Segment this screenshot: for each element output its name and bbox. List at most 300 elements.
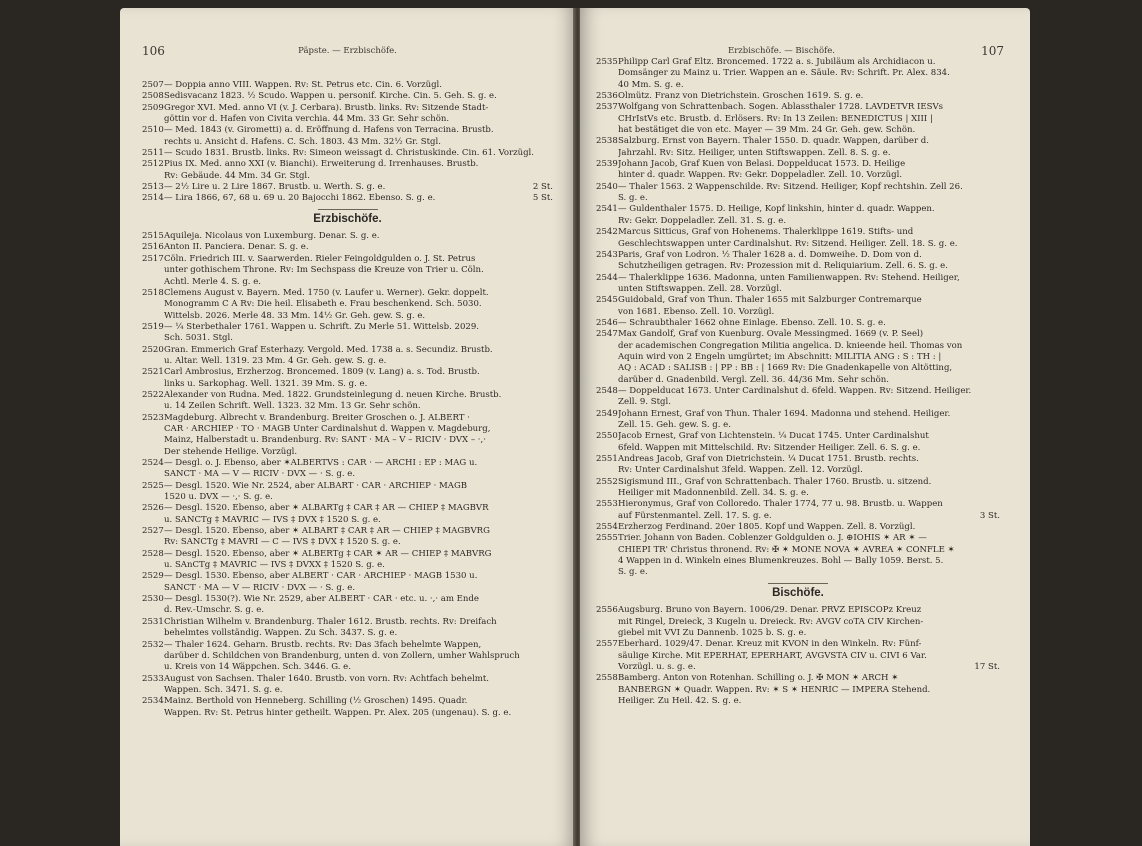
- entry-text: Carl Ambrosius, Erzherzog. Broncemed. 1809 (v. Lang) a. s. Tod. Brustb.: [164, 367, 480, 378]
- entry-text-line: [164, 80, 553, 91]
- entry-text-line: [164, 413, 553, 424]
- lot-number: 2518: [142, 287, 164, 298]
- entry-text: Max Gandolf, Graf von Kuenburg. Ovale Messingmed. 1669 (v. P. Seel): [618, 329, 924, 340]
- entry-text-line: [618, 57, 1000, 68]
- entry-text: Rv: Gebäude. 44 Mm. 34 Gr. Stgl.: [164, 170, 310, 181]
- catalog-entry: [142, 571, 553, 594]
- entry-text: Sedisvacanz 1823. ½ Scudo. Wappen u. personif. Kirche. Cin. 5. Geh. S. g. e.: [164, 91, 497, 102]
- entry-text: göttin vor d. Hafen von Civita verchia. 44 Mm. 33 Gr. Sehr schön.: [164, 114, 450, 125]
- catalog-entry: [596, 273, 1000, 296]
- catalog-entry: [596, 329, 1000, 386]
- entry-text-line: [618, 375, 1000, 386]
- catalog-entry: [596, 409, 1000, 432]
- lot-number: 2548: [596, 385, 618, 396]
- entry-text-line: [618, 397, 1000, 408]
- entry-text: Trier. Johann von Baden. Coblenzer Goldgulden o. J. ⊕IOHIS ✶ AR ✶ —: [618, 533, 927, 544]
- lot-number: 2556: [596, 605, 618, 616]
- entry-text-line: [618, 170, 1000, 181]
- lot-number: 2557: [596, 639, 618, 650]
- entry-text: 40 Mm. S. g. e.: [618, 79, 684, 90]
- catalog-column: [596, 57, 1000, 707]
- entry-text: BANBERGN ✶ Quadr. Wappen. Rv: ✶ S ✶ HENRIC — IMPERA Stehend.: [618, 684, 931, 695]
- entry-text: — 2½ Lire u. 2 Lire 1867. Brustb. u. Werth. S. g. e.: [164, 182, 386, 193]
- catalog-entry: [596, 295, 1000, 318]
- entry-text: — Desgl. 1520. Ebenso, aber ✶ ALBARTg ‡ CAR ‡ AR — CHIEP ‡ MAGBVR: [164, 503, 489, 514]
- catalog-entry: [142, 125, 553, 148]
- running-head: [120, 46, 575, 60]
- piece-count: 2 St.: [532, 182, 553, 193]
- entry-text: Magdeburg. Albrecht v. Brandenburg. Breiter Groschen o. J. ALBERT ·: [164, 412, 470, 423]
- lot-number: 2551: [596, 454, 618, 465]
- entry-text: auf Fürstenmantel. Zell. 17. S. g. e.: [618, 510, 772, 521]
- lot-number: 2515: [142, 231, 164, 242]
- entry-text: Zell. 9. Stgl.: [618, 397, 671, 408]
- entry-text-line: [618, 239, 1000, 250]
- lot-number: 2543: [596, 249, 618, 260]
- entry-text-line: [164, 390, 553, 401]
- lot-number: 2553: [596, 499, 618, 510]
- entry-text-line: [164, 549, 553, 560]
- entries-archbishops: [142, 231, 553, 719]
- lot-number: 2542: [596, 227, 618, 238]
- entry-text-line: [618, 685, 1000, 696]
- entry-text: giebel mit VVI Zu Dannenb. 1025 b. S. g. e.: [618, 627, 807, 638]
- lot-number: 2537: [596, 102, 618, 113]
- lot-number: 2522: [142, 389, 164, 400]
- entry-text-line: [618, 673, 1000, 684]
- lot-number: 2544: [596, 272, 618, 283]
- catalog-entry: [596, 605, 1000, 639]
- lot-number: 2514: [142, 193, 164, 204]
- entry-text: Erzherzog Ferdinand. 20er 1805. Kopf und Wappen. Zell. 8. Vorzügl.: [618, 522, 916, 533]
- entry-text-line: [164, 311, 553, 322]
- lot-number: 2527: [142, 526, 164, 537]
- entry-text-line: [618, 114, 1000, 125]
- entry-text-line: [618, 307, 1000, 318]
- catalog-entry: [596, 136, 1000, 159]
- entry-text: — Desgl. 1530. Ebenso, aber ALBERT · CAR · ARCHIEP · MAGB 1530 u.: [164, 571, 478, 582]
- entry-text-line: [164, 367, 553, 378]
- entry-text: — Doppelducat 1673. Unter Cardinalshut d. 6feld. Wappen. Rv: Sitzend. Heiliger.: [618, 385, 972, 396]
- lot-number: 2526: [142, 503, 164, 514]
- entry-text: Zell. 15. Geh. gew. S. g. e.: [618, 420, 731, 430]
- lot-number: 2552: [596, 476, 618, 487]
- entry-text-line: [164, 571, 553, 582]
- entry-text: S. g. e.: [618, 567, 648, 578]
- lot-number: 2535: [596, 57, 618, 67]
- catalog-entry: [596, 533, 1000, 578]
- entry-text-line: [164, 356, 553, 367]
- entry-text-line: [164, 594, 553, 605]
- catalog-entry: [142, 182, 553, 193]
- catalog-entry: [142, 193, 553, 204]
- right-page: [580, 8, 1030, 846]
- entry-text: Andreas Jacob, Graf von Dietrichstein. ¼ Ducat 1751. Brustb. rechts.: [618, 454, 919, 465]
- catalog-entry: [596, 182, 1000, 205]
- entry-text: Paris, Graf von Lodron. ½ Thaler 1628 a. d. Domweihe. D. Dom von d.: [618, 249, 922, 260]
- catalog-entry: [142, 103, 553, 126]
- entries-papal: [142, 80, 553, 205]
- entry-text-line: [164, 458, 553, 469]
- entry-text-line: [164, 322, 553, 333]
- entry-text-line: [618, 159, 1000, 170]
- entry-text: Philipp Carl Graf Eltz. Broncemed. 1722 a. s. Jubiläum als Archidiacon u.: [618, 57, 936, 67]
- left-page: [120, 8, 575, 846]
- catalog-entry: [596, 431, 1000, 454]
- entry-text-line: [164, 651, 553, 662]
- catalog-entry: [596, 673, 1000, 707]
- entry-text-line: [164, 605, 553, 616]
- catalog-entry: [142, 594, 553, 617]
- catalog-entry: [596, 91, 1000, 102]
- catalog-entry: [142, 674, 553, 697]
- entry-text: Schutzheiligen getragen. Rv: Prozession mit d. Reliquiarium. Zell. 6. S. g. e.: [618, 261, 948, 272]
- catalog-entry: [142, 458, 553, 481]
- entry-text-line: [618, 386, 1000, 397]
- entry-text: Anton II. Panciera. Denar. S. g. e.: [164, 242, 309, 253]
- entry-text-line: [618, 136, 1000, 147]
- catalog-entry: [596, 386, 1000, 409]
- entry-text-line: [618, 567, 1000, 578]
- catalog-entry: [596, 227, 1000, 250]
- lot-number: 2550: [596, 431, 618, 442]
- entry-text-line: [618, 295, 1000, 306]
- lot-number: 2558: [596, 673, 618, 684]
- entry-text-line: [164, 277, 553, 288]
- lot-number: 2508: [142, 91, 164, 102]
- lot-number: 2512: [142, 159, 164, 170]
- lot-number: 2525: [142, 480, 164, 491]
- catalog-entry: [142, 288, 553, 322]
- entry-text-line: [164, 537, 553, 548]
- entry-text: Wittelsb. 2026. Merle 48. 33 Mm. 14½ Gr. Geh. gew. S. g. e.: [164, 310, 426, 321]
- entry-text: — Med. 1843 (v. Girometti) a. d. Eröffnung d. Hafens von Terracina. Brustb.: [164, 125, 494, 136]
- lot-number: 2507: [142, 80, 164, 90]
- entry-text-line: [164, 674, 553, 685]
- lot-number: 2517: [142, 253, 164, 264]
- entry-text: Wappen. Rv: St. Petrus hinter getheilt. Wappen. Pr. Alex. 205 (ungenau). S. g. e.: [164, 707, 512, 718]
- entry-text-line: [618, 318, 1000, 329]
- entry-text-line: [618, 628, 1000, 639]
- entry-text: Jacob Ernest, Graf von Lichtenstein. ¼ Ducat 1745. Unter Cardinalshut: [618, 431, 929, 442]
- lot-number: 2528: [142, 548, 164, 559]
- entry-text-line: [164, 560, 553, 571]
- entry-text: von 1681. Ebenso. Zell. 10. Vorzügl.: [618, 306, 775, 317]
- entry-text-line: [164, 103, 553, 114]
- catalog-entry: [596, 159, 1000, 182]
- entry-text: 4 Wappen in d. Winkeln eines Blumenkreuzes. Bohl — Bally 1059. Berst. 5.: [618, 556, 944, 567]
- lot-number: 2547: [596, 329, 618, 340]
- entry-text-line: [618, 477, 1000, 488]
- entry-text-line: [618, 182, 1000, 193]
- entry-text-line: [164, 685, 553, 696]
- entry-text: — Doppia anno VIII. Wappen. Rv: St. Petrus etc. Cin. 6. Vorzügl.: [164, 80, 443, 90]
- entry-text: Marcus Sitticus, Graf von Hohenems. Thalerklippe 1619. Stifts- und: [618, 227, 914, 238]
- entry-text-line: [618, 522, 1000, 533]
- entry-text-line: [618, 261, 1000, 272]
- entry-text-line: [618, 651, 1000, 662]
- entry-text-line: [618, 193, 1000, 204]
- entry-text-line: [164, 231, 553, 242]
- entry-text: rechts u. Ansicht d. Hafens. C. Sch. 1803. 43 Mm. 32½ Gr. Stgl.: [164, 136, 441, 147]
- entry-text: u. SANCTg ‡ MAVRIC — IVS ‡ DVX ‡ 1520 S. g. e.: [164, 514, 381, 525]
- entry-text: AQ : ACAD : SALISB : | PP : BB : | 1669 Rv: Die Gnadenkapelle von Altötting,: [618, 363, 953, 374]
- entry-text-line: [164, 137, 553, 148]
- entry-text: darüber d. Gnadenbild. Vergl. Zell. 36. 44/36 Mm. Sehr schön.: [618, 374, 889, 385]
- entry-text-line: [618, 545, 1000, 556]
- entry-text-line: [164, 333, 553, 344]
- catalog-entry: [596, 250, 1000, 273]
- entry-text: Achtl. Merle 4. S. g. e.: [164, 276, 262, 287]
- entry-text: d. Rev.-Umschr. S. g. e.: [164, 605, 265, 616]
- entry-text-line: [618, 102, 1000, 113]
- entry-text-line: [618, 341, 1000, 352]
- lot-number: 2516: [142, 242, 164, 253]
- entries-bishops: [596, 605, 1000, 707]
- catalog-entry: [596, 102, 1000, 136]
- entry-text-line: [618, 125, 1000, 136]
- entry-text-line: [618, 216, 1000, 227]
- lot-number: 2530: [142, 594, 164, 605]
- catalog-entry: [142, 159, 553, 182]
- entry-text: — Guldenthaler 1575. D. Heilige, Kopf linkshin, hinter d. quadr. Wappen.: [618, 204, 935, 215]
- entry-text-line: [164, 254, 553, 265]
- lot-number: 2541: [596, 204, 618, 215]
- entry-text-line: [164, 193, 553, 204]
- entry-text-line: [164, 114, 553, 125]
- entry-text-line: [618, 68, 1000, 79]
- entry-text: Johann Ernest, Graf von Thun. Thaler 1694. Madonna und stehend. Heiliger.: [618, 408, 951, 419]
- lot-number: 2540: [596, 181, 618, 192]
- entry-text-line: [164, 708, 553, 719]
- entry-text-line: [164, 91, 553, 102]
- entry-text: Der stehende Heilige. Vorzügl.: [164, 446, 298, 457]
- lot-number: 2520: [142, 344, 164, 355]
- entry-text: u. Altar. Well. 1319. 23 Mm. 4 Gr. Geh. gew. S. g. e.: [164, 355, 387, 366]
- catalog-entry: [142, 345, 553, 368]
- catalog-entry: [596, 639, 1000, 673]
- entry-text: Alexander von Rudna. Med. 1822. Grundsteinlegung d. neuen Kirche. Brustb.: [164, 389, 502, 400]
- lot-number: 2510: [142, 125, 164, 136]
- entry-text: CHIEPI TR' Christus thronend. Rv: ✠ ✶ MONE NOVA ✶ AVREA ✶ CONFLE ✶: [618, 544, 955, 555]
- entry-text: Clemens August v. Bayern. Med. 1750 (v. Laufer u. Werner). Gekr. doppelt.: [164, 287, 489, 298]
- entry-text-line: [164, 345, 553, 356]
- page-number: 107: [981, 44, 1004, 58]
- entry-text-line: [164, 299, 553, 310]
- entry-text: Heiliger mit Madonnenbild. Zell. 34. S. g. e.: [618, 488, 809, 499]
- entry-text-line: [164, 515, 553, 526]
- catalog-entry: [142, 549, 553, 572]
- piece-count: 17 St.: [974, 661, 1000, 672]
- entry-text-line: [164, 159, 553, 170]
- entry-text: Sch. 5031. Stgl.: [164, 333, 233, 344]
- entry-text: Aquin wird von 2 Engeln umgürtet; im Abschnitt: MILITIA ANG : S : TH : |: [618, 351, 942, 362]
- entry-text: Aquileja. Nicolaus von Luxemburg. Denar. S. g. e.: [164, 231, 380, 242]
- piece-count: 5 St.: [532, 193, 553, 204]
- entry-text: Pius IX. Med. anno XXI (v. Bianchi). Erweiterung d. Irrenhauses. Brustb.: [164, 159, 479, 170]
- lot-number: 2554: [596, 522, 618, 533]
- entry-text: CAR · ARCHIEP · TO · MAGB Unter Cardinalshut d. Wappen v. Magdeburg,: [164, 423, 491, 434]
- entry-text-line: [618, 227, 1000, 238]
- entry-text: mit Ringel, Dreieck, 3 Kugeln u. Dreieck. Rv: AVGV coTA CIV Kirchen-: [618, 616, 924, 627]
- catalog-entry: [142, 640, 553, 674]
- lot-number: 2531: [142, 616, 164, 627]
- piece-count: 3 St.: [979, 510, 1000, 521]
- entries-archbishops: [596, 57, 1000, 579]
- entry-text: unter gothischem Throne. Rv: Im Sechspass die Kreuze von Trier u. Cöln.: [164, 265, 484, 276]
- entry-text: Heiliger. Zu Heil. 42. S. g. e.: [618, 695, 742, 706]
- entry-text-line: [164, 492, 553, 503]
- entry-text-line: [164, 503, 553, 514]
- lot-number: 2536: [596, 91, 618, 102]
- running-head-title: Erzbischöfe. — Bischöfe.: [728, 46, 835, 56]
- entry-text: Mainz, Halberstadt u. Brandenburg. Rv: SANT · MA – V – RICIV · DVX – ·,·: [164, 435, 486, 446]
- entry-text: Salzburg. Ernst von Bayern. Thaler 1550. D. quadr. Wappen, darüber d.: [618, 136, 929, 147]
- entry-text: 6feld. Wappen mit Mittelschild. Rv: Sitzender Heiliger. Zell. 6. S. g. e.: [618, 442, 921, 453]
- entry-text: Hieronymus, Graf von Colloredo. Thaler 1774, 77 u. 98. Brustb. u. Wappen: [618, 499, 943, 510]
- entry-text-line: [164, 379, 553, 390]
- lot-number: 2555: [596, 533, 618, 544]
- catalog-entry: [142, 696, 553, 719]
- catalog-entry: [596, 499, 1000, 522]
- entry-text-line: [164, 125, 553, 136]
- section-title: Bischöfe.: [596, 588, 1000, 599]
- entry-text-line: [164, 526, 553, 537]
- catalog-entry: [142, 148, 553, 159]
- entry-text: Johann Jacob, Graf Kuen von Belasi. Doppelducat 1573. D. Heilige: [618, 159, 906, 170]
- catalog-entry: [142, 481, 553, 504]
- catalog-entry: [596, 57, 1000, 91]
- entry-text: u. SAnCTg ‡ MAVRIC — IVS ‡ DVXX ‡ 1520 S. g. e.: [164, 560, 385, 571]
- lot-number: 2513: [142, 182, 164, 193]
- entry-text: — Schraubthaler 1662 ohne Einlage. Ebenso. Zell. 10. S. g. e.: [618, 317, 886, 328]
- entry-text: — Thalerklippe 1636. Madonna, unten Familienwappen. Rv: Stehend. Heiliger,: [618, 272, 960, 283]
- entry-text-line: [164, 435, 553, 446]
- entry-text: Bamberg. Anton von Rotenhan. Schilling o. J. ✠ MON ✶ ARCH ✶: [618, 673, 899, 684]
- entry-text: Wappen. Sch. 3471. S. g. e.: [164, 684, 283, 695]
- entry-text: — Scudo 1831. Brustb. links. Rv: Simeon weissagt d. Christuskinde. Cin. 61. Vorzügl.: [164, 148, 534, 159]
- page-number: 106: [142, 44, 165, 58]
- entry-text-line: [164, 662, 553, 673]
- entry-text: Vorzügl. u. s. g. e.: [618, 661, 696, 672]
- entry-text-line: [164, 628, 553, 639]
- entry-text: Guidobald, Graf von Thun. Thaler 1655 mit Salzburger Contremarque: [618, 295, 922, 306]
- entry-text-line: [618, 465, 1000, 476]
- entry-text: Rv: Gekr. Doppeladler. Zell. 31. S. g. e.: [618, 215, 787, 226]
- entry-text: Sigismund III., Graf von Schrattenbach. Thaler 1760. Brustb. u. sitzend.: [618, 476, 932, 487]
- lot-number: 2524: [142, 458, 164, 468]
- entry-text-line: [618, 420, 1000, 431]
- entry-text: säulige Kirche. Mit EPERHAT, EPERHART, AVGVSTA CIV u. CIVI 6 Var.: [618, 650, 927, 661]
- lot-number: 2549: [596, 408, 618, 419]
- entry-text-line: [164, 265, 553, 276]
- catalog-entry: [142, 367, 553, 390]
- lot-number: 2546: [596, 317, 618, 328]
- entry-text: — Lira 1866, 67, 68 u. 69 u. 20 Bajocchi 1862. Ebenso. S. g. e.: [164, 193, 436, 204]
- entry-text-line: [618, 511, 1000, 522]
- catalog-entry: [142, 80, 553, 91]
- lot-number: 2523: [142, 412, 164, 423]
- catalog-entry: [596, 454, 1000, 477]
- catalog-entry: [596, 477, 1000, 500]
- running-head-title: Päpste. — Erzbischöfe.: [298, 46, 397, 56]
- entry-text: Domsänger zu Mainz u. Trier. Wappen an e. Säule. Rv: Schrift. Pr. Alex. 834.: [618, 68, 950, 79]
- entry-text-line: [164, 288, 553, 299]
- entry-text-line: [164, 640, 553, 651]
- entry-text: hat bestätiget die von etc. Mayer — 39 Mm. 24 Gr. Geh. gew. Schön.: [618, 125, 916, 136]
- entry-text-line: [618, 431, 1000, 442]
- entry-text-line: [164, 583, 553, 594]
- entry-text: Gregor XVI. Med. anno VI (v. J. Cerbara). Brustb. links. Rv: Sitzende Stadt-: [164, 102, 489, 113]
- entry-text: Wolfgang von Schrattenbach. Sogen. Ablassthaler 1728. LAVDETVR IESVs: [618, 102, 944, 113]
- catalog-entry: [142, 242, 553, 253]
- entry-text: links u. Sarkophag. Well. 1321. 39 Mm. S. g. e.: [164, 378, 368, 389]
- entry-text-line: [164, 171, 553, 182]
- entry-text: — Desgl. 1520. Ebenso, aber ✶ ALBART ‡ CAR ‡ AR — CHIEP ‡ MAGBVRG: [164, 526, 490, 537]
- entry-text: behelmtes vollständig. Wappen. Zu Sch. 3437. S. g. e.: [164, 628, 398, 639]
- entry-text-line: [618, 91, 1000, 102]
- catalog-entry: [142, 322, 553, 345]
- entry-text: Mainz. Berthold von Henneberg. Schilling (½ Groschen) 1495. Quadr.: [164, 696, 468, 707]
- entry-text: Rv: Unter Cardinalshut 3feld. Wappen. Zell. 12. Vorzügl.: [618, 465, 863, 476]
- entry-text-line: [618, 443, 1000, 454]
- entry-text-line: [618, 204, 1000, 215]
- lot-number: 2521: [142, 367, 164, 378]
- entry-text-line: [618, 556, 1000, 567]
- entry-text: CHrIstVs etc. Brustb. d. Erlösers. Rv: In 13 Zeilen: BENEDICTUS | XIII |: [618, 113, 933, 124]
- entry-text-line: [164, 696, 553, 707]
- lot-number: 2534: [142, 696, 164, 707]
- entry-text: hinter d. quadr. Wappen. Rv: Gekr. Doppeladler. Zell. 10. Vorzügl.: [618, 170, 903, 181]
- entry-text-line: [618, 662, 1000, 673]
- lot-number: 2533: [142, 673, 164, 684]
- entry-text-line: [618, 148, 1000, 159]
- entry-text: — Thaler 1563. 2 Wappenschilde. Rv: Sitzend. Heiliger, Kopf rechtshin. Zell 26.: [618, 181, 963, 192]
- entry-text-line: [164, 481, 553, 492]
- entry-text-line: [618, 605, 1000, 616]
- entry-text: SANCT · MA — V — RICIV · DVX — · S. g. e.: [164, 582, 356, 593]
- catalog-column: [142, 80, 553, 719]
- lot-number: 2529: [142, 571, 164, 582]
- entry-text: der academischen Congregation Militia angelica. D. knieende heil. Thomas von: [618, 340, 963, 351]
- entry-text-line: [618, 250, 1000, 261]
- entry-text: Rv: SANCTg ‡ MAVRI — C — IVS ‡ DVX ‡ 1520 S. g. e.: [164, 537, 401, 548]
- entry-text: — Desgl. 1530(?). Wie Nr. 2529, aber ALBERT · CAR · etc. u. ·,· am Ende: [164, 594, 479, 605]
- entry-text: — Thaler 1624. Geharn. Brustb. rechts. Rv: Das 3fach behelmte Wappen,: [164, 639, 482, 650]
- entry-text-line: [618, 329, 1000, 340]
- entry-text: — Desgl. o. J. Ebenso, aber ✶ALBERTVS : CAR · — ARCHI : EP : MAG u.: [164, 458, 478, 468]
- entry-text: Monogramm C A Rv: Die heil. Elisabeth e. Frau beschenkend. Sch. 5030.: [164, 299, 482, 310]
- entry-text: Geschlechtswappen unter Cardinalshut. Rv: Sitzend. Heiliger. Zell. 18. S. g. e.: [618, 238, 958, 249]
- entry-text-line: [618, 533, 1000, 544]
- catalog-entry: [142, 503, 553, 526]
- entry-text-line: [164, 182, 553, 193]
- entry-text-line: [164, 469, 553, 480]
- catalog-entry: [142, 526, 553, 549]
- lot-number: 2509: [142, 102, 164, 113]
- entry-text-line: [618, 696, 1000, 707]
- entry-text: 1520 u. DVX — ·,· S. g. e.: [164, 492, 273, 503]
- entry-text-line: [164, 242, 553, 253]
- entry-text: u. 14 Zeilen Schrift. Well. 1323. 32 Mm. 13 Gr. Sehr schön.: [164, 401, 421, 412]
- catalog-entry: [142, 617, 553, 640]
- entry-text: Eberhard. 1029/47. Denar. Kreuz mit KVON in den Winkeln. Rv: Fünf-: [618, 639, 922, 650]
- entry-text-line: [618, 617, 1000, 628]
- entry-text: August von Sachsen. Thaler 1640. Brustb. von vorn. Rv: Achtfach behelmt.: [164, 673, 489, 684]
- entry-text-line: [618, 363, 1000, 374]
- catalog-entry: [142, 390, 553, 413]
- entry-text: u. Kreis von 14 Wäppchen. Sch. 3446. G. e.: [164, 662, 351, 673]
